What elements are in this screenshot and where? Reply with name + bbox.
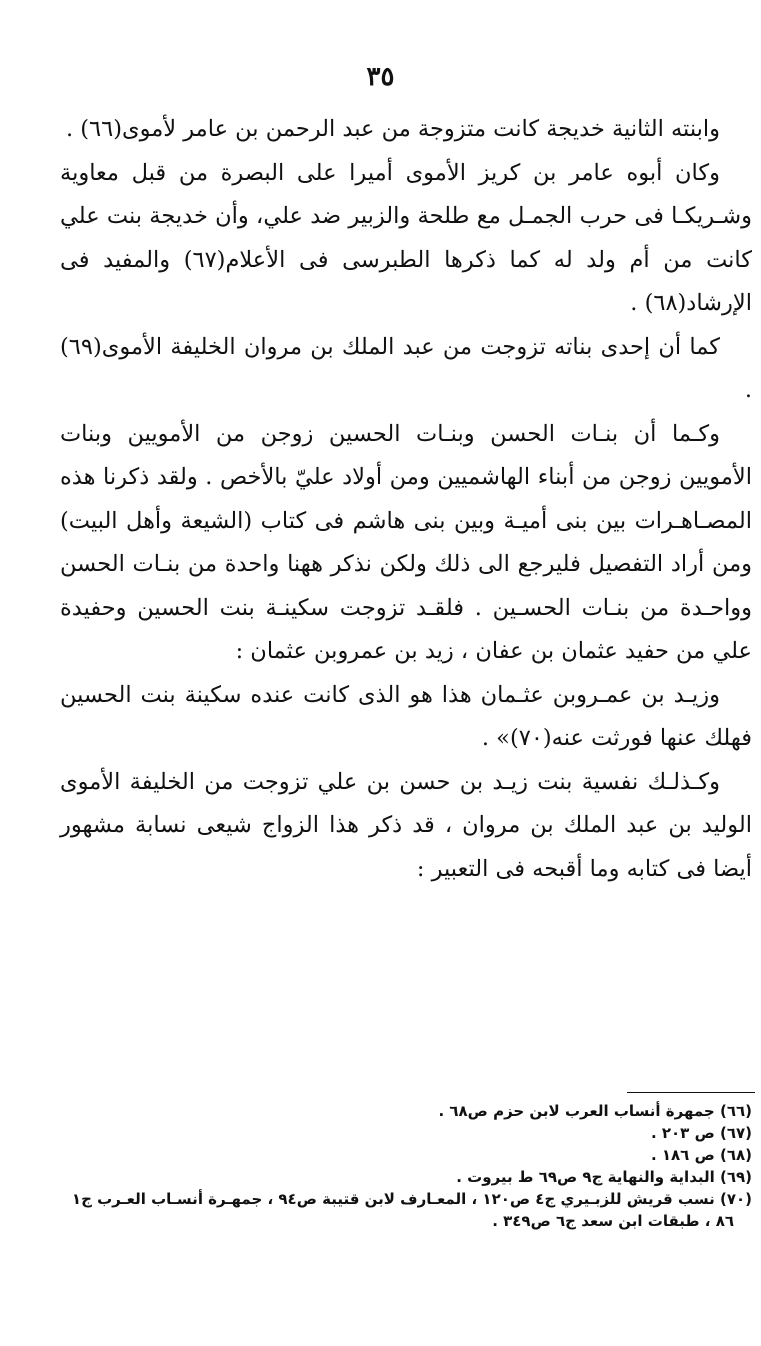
footnote-divider — [627, 1092, 755, 1093]
paragraph-2: وكان أبوه عامر بن كريز الأموى أميرا على البصرة من قبل معاوية وشـريكـا فى حرب الجمـل مع طلحة والزبير ضد علي، وأن خديجة بنت علي كانت من أم ولد له كما ذكرها الطبرسى فى الأعلام(٦٧) والمفيد فى الإرشاد(٦٨) . — [60, 159, 752, 316]
paragraph-5: وزيـد بن عمـروبن عثـمان هذا هو الذى كانت عنده سكينة بنت الحسين فهلك عنها فورثت عنه(٧٠)» . — [60, 681, 752, 751]
paragraph-3: كما أن إحدى بناته تزوجت من عبد الملك بن مروان الخليفة الأموى(٦٩) . — [60, 333, 752, 403]
footnotes — [40, 1100, 752, 1232]
footnote-70-continued: ٨٦ ، طبقات ابن سعد ج٦ ص٣٤٩ . — [492, 1212, 734, 1230]
footnote-70: (٧٠) نسب قريش للزبـيري ج٤ ص١٢٠ ، المعـارف لابن قتيبة ص٩٤ ، جمهـرة أنسـاب العـرب ج١ — [71, 1190, 752, 1208]
paragraph-6: وكـذلـك نفسية بنت زيـد بن حسن بن علي تزوجت من الخليفة الأموى الوليد بن عبد الملك بن مروان ، قد ذكر هذا الزواج شيعى نسابة مشهور أيضا فى كتابه وما أقبحه فى التعبير : — [60, 768, 752, 882]
paragraph-1: وابنته الثانية خديجة كانت متزوجة من عبد الرحمن بن عامر لأموى(٦٦) . — [65, 116, 720, 142]
footnote-67: (٦٧) ص ٢٠٣ . — [650, 1124, 752, 1142]
page-number: ٣٥ — [366, 62, 395, 92]
footnote-66: (٦٦) جمهرة أنساب العرب لابن حزم ص٦٨ . — [438, 1102, 752, 1120]
paragraph-4: وكـما أن بنـات الحسن وبنـات الحسين زوجن من الأمويين وبنات الأمويين زوجن من أبناء الهاشميين ومن أولاد عليّ بالأخص . ولقد ذكرنا هذه المصـاهـرات بين بنى أميـة وبين بنى هاشم فى كتاب (الشيعة وأهل البيت) ومن أراد التفصيل فليرجع الى ذلك ولكن نذكر ههنا واحدة من بنـات الحسن وواحـدة من بنـات الحسـين . فلقـد تزوجت سكينـة بنت الحسين وحفيدة علي من حفيد عثمان بن عفان ، زيد بن عمروبن عثمان : — [60, 420, 752, 664]
footnote-69: (٦٩) البداية والنهاية ج٩ ص٦٩ ط بيروت . — [456, 1168, 752, 1186]
footnote-68: (٦٨) ص ١٨٦ . — [650, 1146, 752, 1164]
body-text — [60, 108, 752, 891]
